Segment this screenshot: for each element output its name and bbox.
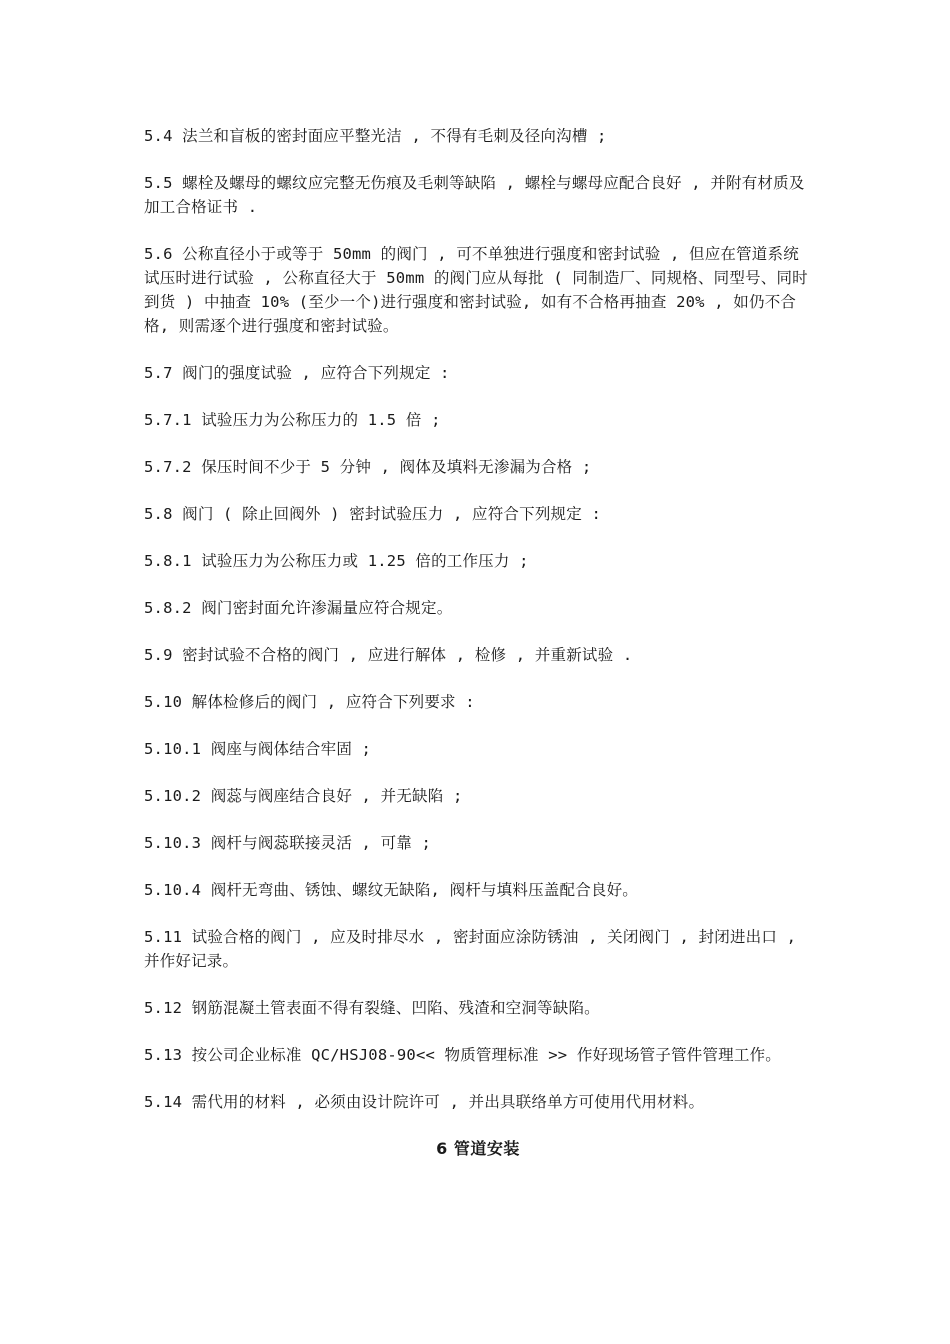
paragraph-5-14: 5.14 需代用的材料 , 必须由设计院许可 , 并出具联络单方可使用代用材料。 xyxy=(144,1093,705,1111)
paragraph-5-7-2: 5.7.2 保压时间不少于 5 分钟 , 阀体及填料无渗漏为合格 ; xyxy=(144,458,592,476)
section-heading: 6 管道安装 xyxy=(436,1139,520,1158)
paragraph-5-8-1: 5.8.1 试验压力为公称压力或 1.25 倍的工作压力 ; xyxy=(144,552,529,570)
paragraph-5-11: 5.11 试验合格的阀门 , 应及时排尽水 , 密封面应涂防锈油 , 关闭阀门 , 封闭进出口 , 并作好记录。 xyxy=(144,928,797,970)
paragraph-5-10: 5.10 解体检修后的阀门 , 应符合下列要求 : xyxy=(144,693,475,711)
paragraph-5-7: 5.7 阀门的强度试验 , 应符合下列规定 : xyxy=(144,364,450,382)
paragraph-5-9: 5.9 密封试验不合格的阀门 , 应进行解体 , 检修 , 并重新试验 . xyxy=(144,646,633,664)
paragraph-5-8: 5.8 阀门 ( 除止回阀外 ) 密封试验压力 , 应符合下列规定 : xyxy=(144,505,601,523)
document-page xyxy=(144,124,812,1161)
paragraph-5-8-2: 5.8.2 阀门密封面允许渗漏量应符合规定。 xyxy=(144,599,453,617)
paragraph-5-10-3: 5.10.3 阀杆与阀蕊联接灵活 , 可靠 ; xyxy=(144,834,432,852)
paragraph-5-5: 5.5 螺栓及螺母的螺纹应完整无伤痕及毛刺等缺陷 , 螺栓与螺母应配合良好 , 并附有材质及加工合格证书 . xyxy=(144,174,805,216)
paragraph-5-6: 5.6 公称直径小于或等于 50mm 的阀门 , 可不单独进行强度和密封试验 , 但应在管道系统试压时进行试验 , 公称直径大于 50mm 的阀门应从每批 ( 同制造厂、同规格、同型号、同时到货 ) 中抽查 10% (至少一个)进行强度和密封试验, 如有不合格再抽查 20% , 如仍不合格, 则需逐个进行强度和密封试验。 xyxy=(144,245,808,335)
paragraph-5-10-2: 5.10.2 阀蕊与阀座结合良好 , 并无缺陷 ; xyxy=(144,787,463,805)
paragraph-5-10-1: 5.10.1 阀座与阀体结合牢固 ; xyxy=(144,740,372,758)
paragraph-5-4: 5.4 法兰和盲板的密封面应平整光洁 , 不得有毛刺及径向沟槽 ; xyxy=(144,127,607,145)
paragraph-5-7-1: 5.7.1 试验压力为公称压力的 1.5 倍 ; xyxy=(144,411,441,429)
paragraph-5-12: 5.12 钢筋混凝土管表面不得有裂缝、凹陷、残渣和空洞等缺陷。 xyxy=(144,999,600,1017)
paragraph-5-10-4: 5.10.4 阀杆无弯曲、锈蚀、螺纹无缺陷, 阀杆与填料压盖配合良好。 xyxy=(144,881,638,899)
paragraph-5-13: 5.13 按公司企业标准 QC/HSJ08-90<< 物质管理标准 >> 作好现场管子管件管理工作。 xyxy=(144,1046,781,1064)
